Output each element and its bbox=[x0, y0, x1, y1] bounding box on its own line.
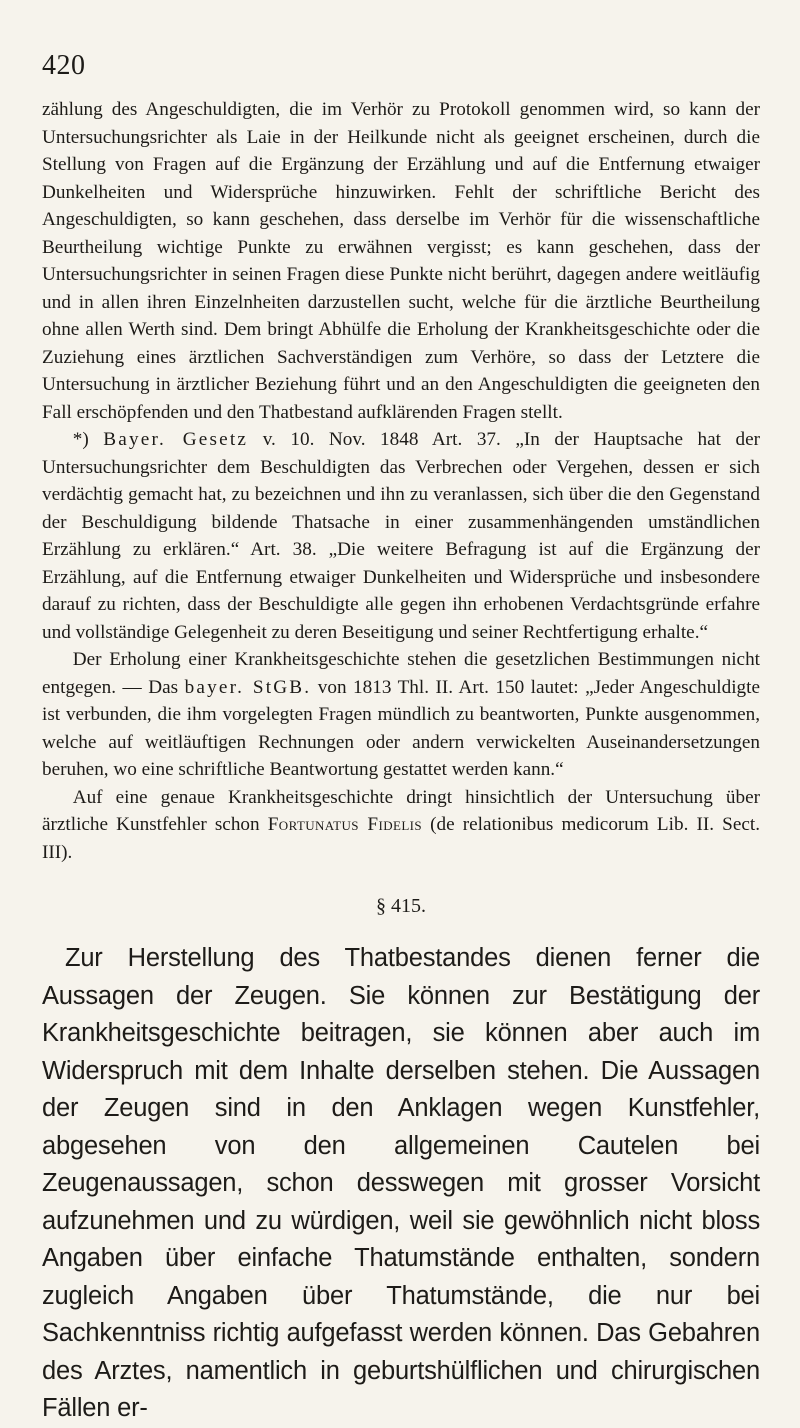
paragraph-stgb bbox=[42, 646, 760, 784]
paragraph-text: Der Erholung einer Krankheitsgeschichte stehen die gesetzlichen Bestimmungen nicht entgegen. — Das bbox=[42, 649, 760, 698]
paragraph-section-415: Zur Herstellung des Thatbestandes dienen ferner die Aussagen der Zeugen. Sie können zur Bestätigung der Krankheitsgeschichte beitragen, sie können aber auch im Widerspruch mit dem Inhalte derselben stehen. Die Aussagen der Zeugen sind in den Anklagen wegen Kunstfehler, abgesehen von den allgemeinen Cautelen bei Zeugenaussagen, schon desswegen mit grosser Vorsicht aufzunehmen und zu würdigen, weil sie gewöhnlich nicht bloss Angaben über einfache Thatumstände enthalten, sondern zugleich Angaben über Thatumstände, die nur bei Sachkenntniss richtig aufgefasst werden können. Das Gebahren des Arztes, namentlich in geburtshülflichen und chirurgischen Fällen er- bbox=[42, 944, 760, 1422]
footnote-bayer-gesetz bbox=[42, 426, 760, 646]
spaced-citation: Bayer. Gesetz bbox=[103, 429, 249, 450]
paragraph-text: von 1813 Thl. II. Art. 150 lautet: „Jeder Angeschuldigte ist verbunden, die ihm vorgelegten Fragen mündlich zu beantworten, Punkte ausgenommen, welche auf weitläuftigen Rechnungen oder andern verwickelten Auseinandersetzungen beruhen, wo eine schriftliche Beantwortung gestattet werden kann.“ bbox=[42, 676, 760, 780]
spaced-citation: bayer. StGB. bbox=[184, 676, 312, 698]
paragraph-text: (de relationibus medicorum Lib. II. Sect. III). bbox=[42, 814, 760, 863]
paragraph-continuation: zählung des Angeschuldigten, die im Verhör zu Protokoll genommen wird, so kann der Untersuchungsrichter als Laie in der Heilkunde nicht als geeignet erscheinen, durch die Stellung von Fragen auf die Ergänzung der Erzählung und auf die Entfernung etwaiger Dunkelheiten und Widersprüche hinzuwirken. Fehlt der schriftliche Bericht des Angeschuldigten, so kann geschehen, dass derselbe im Verhör für die wissenschaftliche Beurtheilung wichtige Punkte zu erwähnen vergisst; es kann geschehen, dass der Untersuchungsrichter in seinen Fragen diese Punkte nicht berührt, dagegen andere weitläufig und in allen ihren Einzelnheiten darzustellen sucht, welche für die ärztliche Beurtheilung ohne allen Werth sind. Dem bringt Abhülfe die Erholung der Krankheitsgeschichte oder die Zuziehung eines ärztlichen Sachverständigen zum Verhöre, so dass der Letztere die Untersuchung in ärztlicher Beziehung führt und an den Angeschuldigten die geeigneten den Fall erschöpfenden und den Thatbestand aufklärenden Fragen stellt. bbox=[42, 99, 760, 423]
footnote-text: v. 10. Nov. 1848 Art. 37. „In der Hauptsache hat der Untersuchungsrichter dem Beschuldigten das Verbrechen oder Vergehen, dessen er sich verdächtig gemacht hat, zu bezeichnen und ihn zu veranlassen, sich über die den Gegenstand der Beschuldigung bildende Thatsache in einer zusammenhängenden umständlichen Erzählung zu erklären.“ Art. 38. „Die weitere Befragung ist auf die Ergänzung der Erzählung, auf die Entfernung etwaiger Dunkelheiten und Widersprüche und insbesondere darauf zu richten, dass der Beschuldigte alle gegen ihn erhobenen Verdachtsgründe erfahre und vollständige Gelegenheit zu deren Beseitigung und seiner Rechtfertigung erhalte.“ bbox=[42, 429, 760, 643]
author-name: Fortunatus Fidelis bbox=[267, 814, 423, 835]
paragraph-fidelis bbox=[42, 784, 760, 867]
page-number: 420 bbox=[42, 50, 86, 81]
section-heading: § 415. bbox=[376, 895, 426, 917]
footnote-mark: *) bbox=[72, 429, 89, 450]
paragraph-text: Auf eine genaue Krankheitsgeschichte dringt hinsichtlich der Untersuchung über ärztliche Kunstfehler schon bbox=[42, 786, 760, 835]
